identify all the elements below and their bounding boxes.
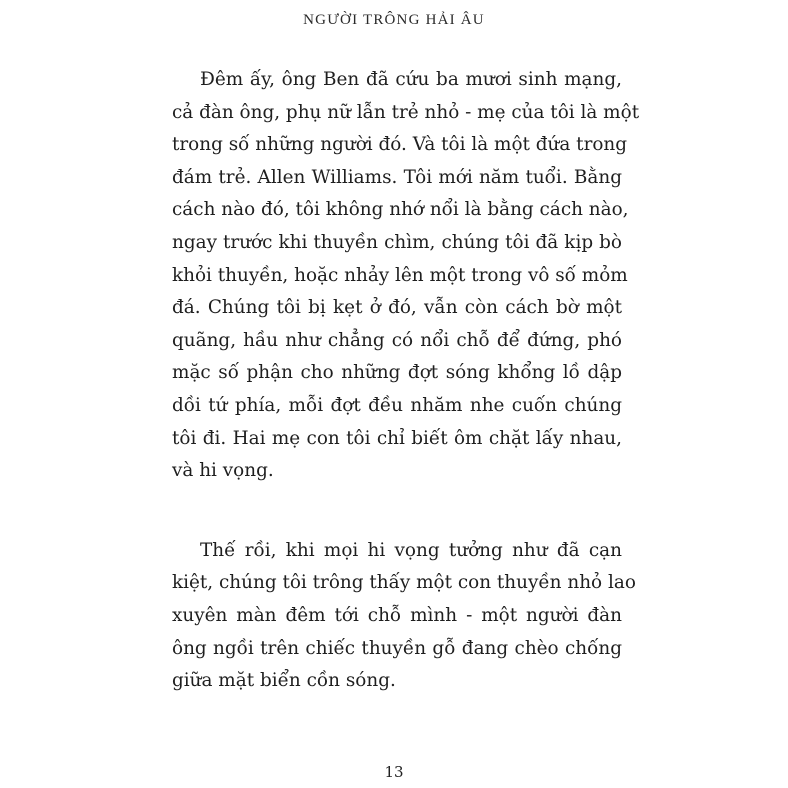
text-line: xuyên màn đêm tới chỗ mình - một người đàn <box>172 604 622 626</box>
paragraph-gap <box>172 488 622 535</box>
text-line: đá. Chúng tôi bị kẹt ở đó, vẫn còn cách bờ một <box>172 297 622 319</box>
paragraph-1 <box>172 64 640 488</box>
paragraph-2 <box>172 535 636 698</box>
text-line: giữa mặt biển cồn sóng. <box>172 670 396 692</box>
text-line: dồi tứ phía, mỗi đợt đều nhăm nhe cuốn chúng <box>172 394 622 416</box>
body-text <box>172 64 640 698</box>
running-head: NGƯỜI TRÔNG HẢI ÂU <box>303 12 485 28</box>
text-line: khỏi thuyền, hoặc nhảy lên một trong vô số mỏm <box>172 264 628 286</box>
text-line: Thế rồi, khi mọi hi vọng tưởng như đã cạn <box>200 539 622 561</box>
text-line: đám trẻ. Allen Williams. Tôi mới năm tuổi. Bằng <box>172 166 622 188</box>
page-number: 13 <box>384 763 404 781</box>
text-line: Đêm ấy, ông Ben đã cứu ba mươi sinh mạng, <box>200 69 622 90</box>
text-line: cả đàn ông, phụ nữ lẫn trẻ nhỏ - mẹ của tôi là một <box>172 101 640 123</box>
text-line: kiệt, chúng tôi trông thấy một con thuyền nhỏ lao <box>172 572 636 594</box>
text-line: ông ngồi trên chiếc thuyền gỗ đang chèo chống <box>172 637 622 659</box>
text-line: cách nào đó, tôi không nhớ nổi là bằng cách nào, <box>172 199 629 221</box>
text-line: quãng, hầu như chẳng có nổi chỗ để đứng, phó <box>172 329 622 351</box>
text-line: trong số những người đó. Và tôi là một đứa trong <box>172 134 628 156</box>
text-line: ngay trước khi thuyền chìm, chúng tôi đã kịp bò <box>172 231 622 253</box>
text-line: tôi đi. Hai mẹ con tôi chỉ biết ôm chặt lấy nhau, <box>172 427 622 449</box>
text-line: mặc số phận cho những đợt sóng khổng lồ dập <box>172 362 622 384</box>
text-line: và hi vọng. <box>172 460 274 482</box>
